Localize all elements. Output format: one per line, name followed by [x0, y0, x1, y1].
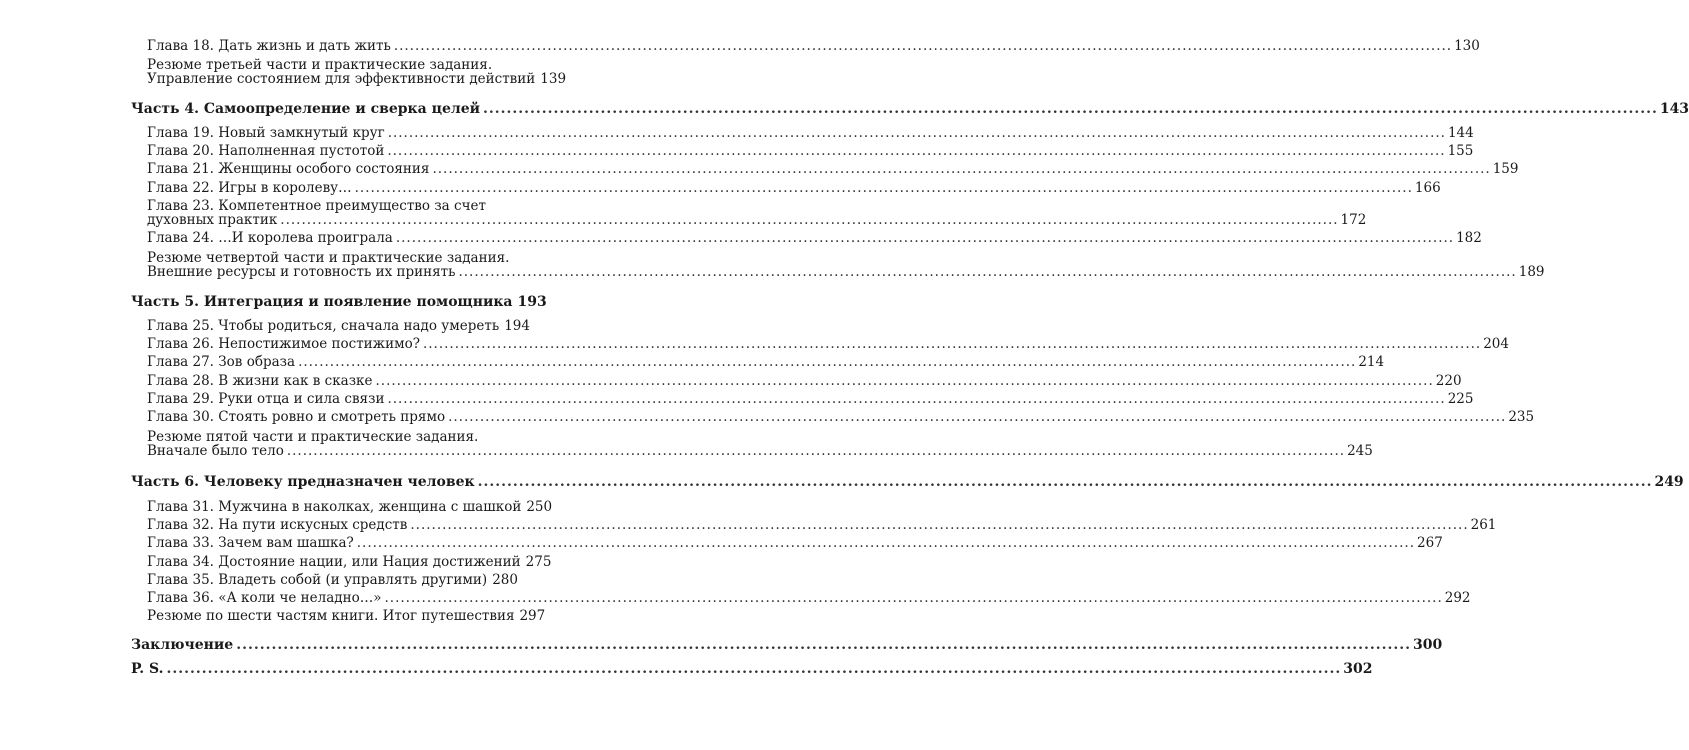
toc-line: Глава 23. Компетентное преимущество за счет	[147, 198, 486, 214]
toc-line: Резюме третьей части и практические задания.	[147, 57, 493, 73]
entry-page: 267	[1417, 535, 1443, 551]
toc-part-heading	[131, 637, 1443, 653]
entry-page: 275	[525, 554, 552, 570]
toc-entry	[147, 409, 1535, 425]
toc-entry	[147, 264, 1545, 280]
entry-title: Глава 36. «А коли че неладно…»	[147, 590, 382, 606]
dot-leader: ........................................................................................................................................................................................................	[166, 661, 1342, 677]
entry-title: Глава 25. Чтобы родиться, сначала надо умереть	[147, 318, 500, 334]
dot-leader: ........................................................................................................................................................................................................	[410, 517, 1469, 533]
toc-part-heading	[131, 661, 1373, 677]
entry-title: Управление состоянием для эффективности действий	[147, 71, 536, 87]
toc-entry	[147, 499, 553, 515]
dot-leader: ........................................................................................................................................................................................................	[432, 161, 1491, 177]
toc-entry	[147, 373, 1462, 389]
part-title: Заключение	[131, 637, 234, 653]
dot-leader: ........................................................................................................................................................................................................	[395, 230, 1455, 246]
entry-title: духовных практик	[147, 212, 278, 228]
toc-entry	[147, 572, 517, 588]
toc-entry	[147, 180, 1441, 196]
dot-leader: ........................................................................................................................................................................................................	[298, 354, 1357, 370]
dot-leader: ........................................................................................................................................................................................................	[375, 373, 1434, 389]
toc-entry	[147, 354, 1385, 370]
toc-part-heading	[131, 474, 1684, 490]
toc-entry	[147, 608, 546, 624]
dot-leader: ........................................................................................................................................................................................................	[477, 474, 1653, 490]
entry-page: 155	[1447, 143, 1474, 159]
toc-entry	[147, 125, 1474, 141]
part-page: 302	[1343, 661, 1373, 677]
part-title: Часть 5. Интеграция и появление помощника	[131, 294, 513, 310]
dot-leader: ........................................................................................................................................................................................................	[236, 637, 1412, 653]
toc-entry	[147, 230, 1482, 246]
entry-title: Глава 31. Мужчина в наколках, женщина с шашкой	[147, 499, 522, 515]
dot-leader: ........................................................................................................................................................................................................	[354, 180, 1413, 196]
entry-title: Глава 29. Руки отца и сила связи	[147, 391, 385, 407]
entry-title: Внешние ресурсы и готовность их принять	[147, 264, 456, 280]
entry-page: 189	[1518, 264, 1545, 280]
entry-page: 225	[1447, 391, 1474, 407]
entry-page: 250	[526, 499, 553, 515]
entry-title: Глава 35. Владеть собой (и управлять другими)	[147, 572, 488, 588]
dot-leader: ........................................................................................................................................................................................................	[458, 264, 1517, 280]
toc-entry	[147, 336, 1509, 352]
toc-line: Резюме пятой части и практические задания.	[147, 429, 479, 445]
entry-page: 297	[519, 608, 546, 624]
dot-leader: ........................................................................................................................................................................................................	[387, 391, 1446, 407]
toc-part-heading	[131, 294, 547, 310]
entry-title: Глава 24. …И королева проиграла	[147, 230, 393, 246]
dot-leader: ........................................................................................................................................................................................................	[422, 336, 1482, 352]
toc-entry	[147, 143, 1474, 159]
entry-page: 292	[1444, 590, 1471, 606]
entry-title: Глава 28. В жизни как в сказке	[147, 373, 373, 389]
part-page: 249	[1654, 474, 1684, 490]
dot-leader: ........................................................................................................................................................................................................	[387, 125, 1446, 141]
entry-title: Глава 34. Достояние нации, или Нация достижений	[147, 554, 521, 570]
entry-title: Вначале было тело	[147, 443, 284, 459]
toc-line: Резюме четвертой части и практические задания.	[147, 250, 510, 266]
entry-title: Глава 20. Наполненная пустотой	[147, 143, 385, 159]
entry-title: Глава 30. Стоять ровно и смотреть прямо	[147, 409, 446, 425]
toc-part-heading	[131, 101, 1689, 117]
dot-leader: ........................................................................................................................................................................................................	[384, 590, 1443, 606]
entry-title: Глава 27. Зов образа	[147, 354, 296, 370]
part-title: Часть 6. Человеку предназначен человек	[131, 474, 475, 490]
part-page: 143	[1659, 101, 1689, 117]
entry-page: 159	[1492, 161, 1519, 177]
toc-entry	[147, 554, 552, 570]
entry-page: 130	[1454, 38, 1480, 54]
dot-leader: ........................................................................................................................................................................................................	[356, 535, 1416, 551]
dot-leader: ........................................................................................................................................................................................................	[448, 409, 1507, 425]
toc-entry	[147, 38, 1480, 54]
entry-title: Глава 22. Игры в королеву…	[147, 180, 352, 196]
entry-title: Глава 18. Дать жизнь и дать жить	[147, 38, 391, 54]
dot-leader: ........................................................................................................................................................................................................	[483, 101, 1658, 117]
entry-page: 182	[1456, 230, 1482, 246]
part-title: Часть 4. Самоопределение и сверка целей	[131, 101, 481, 117]
toc-entry	[147, 318, 530, 334]
entry-title: Глава 32. На пути искусных средств	[147, 517, 408, 533]
toc-entry	[147, 212, 1367, 228]
toc-entry	[147, 535, 1443, 551]
entry-page: 172	[1340, 212, 1367, 228]
toc-entry	[147, 391, 1474, 407]
dot-leader: ........................................................................................................................................................................................................	[387, 143, 1446, 159]
toc-entry	[147, 443, 1373, 459]
part-page: 300	[1413, 637, 1443, 653]
entry-page: 235	[1508, 409, 1535, 425]
entry-page: 144	[1447, 125, 1474, 141]
entry-page: 139	[540, 71, 567, 87]
entry-page: 245	[1347, 443, 1373, 459]
dot-leader: ........................................................................................................................................................................................................	[286, 443, 1346, 459]
entry-page: 261	[1470, 517, 1497, 533]
part-title: P. S.	[131, 661, 164, 677]
entry-title: Резюме по шести частям книги. Итог путешествия	[147, 608, 515, 624]
entry-title: Глава 26. Непостижимое постижимо?	[147, 336, 420, 352]
toc-entry	[147, 71, 567, 87]
entry-page: 204	[1483, 336, 1509, 352]
toc-entry	[147, 590, 1471, 606]
dot-leader: ........................................................................................................................................................................................................	[280, 212, 1339, 228]
entry-page: 280	[492, 572, 518, 588]
part-page: 193	[517, 294, 547, 310]
entry-title: Глава 19. Новый замкнутый круг	[147, 125, 385, 141]
dot-leader: ........................................................................................................................................................................................................	[393, 38, 1453, 54]
toc-entry	[147, 161, 1519, 177]
toc-entry	[147, 517, 1497, 533]
entry-title: Глава 21. Женщины особого состояния	[147, 161, 430, 177]
entry-title: Глава 33. Зачем вам шашка?	[147, 535, 354, 551]
entry-page: 214	[1358, 354, 1385, 370]
entry-page: 220	[1435, 373, 1462, 389]
entry-page: 166	[1414, 180, 1441, 196]
entry-page: 194	[504, 318, 530, 334]
